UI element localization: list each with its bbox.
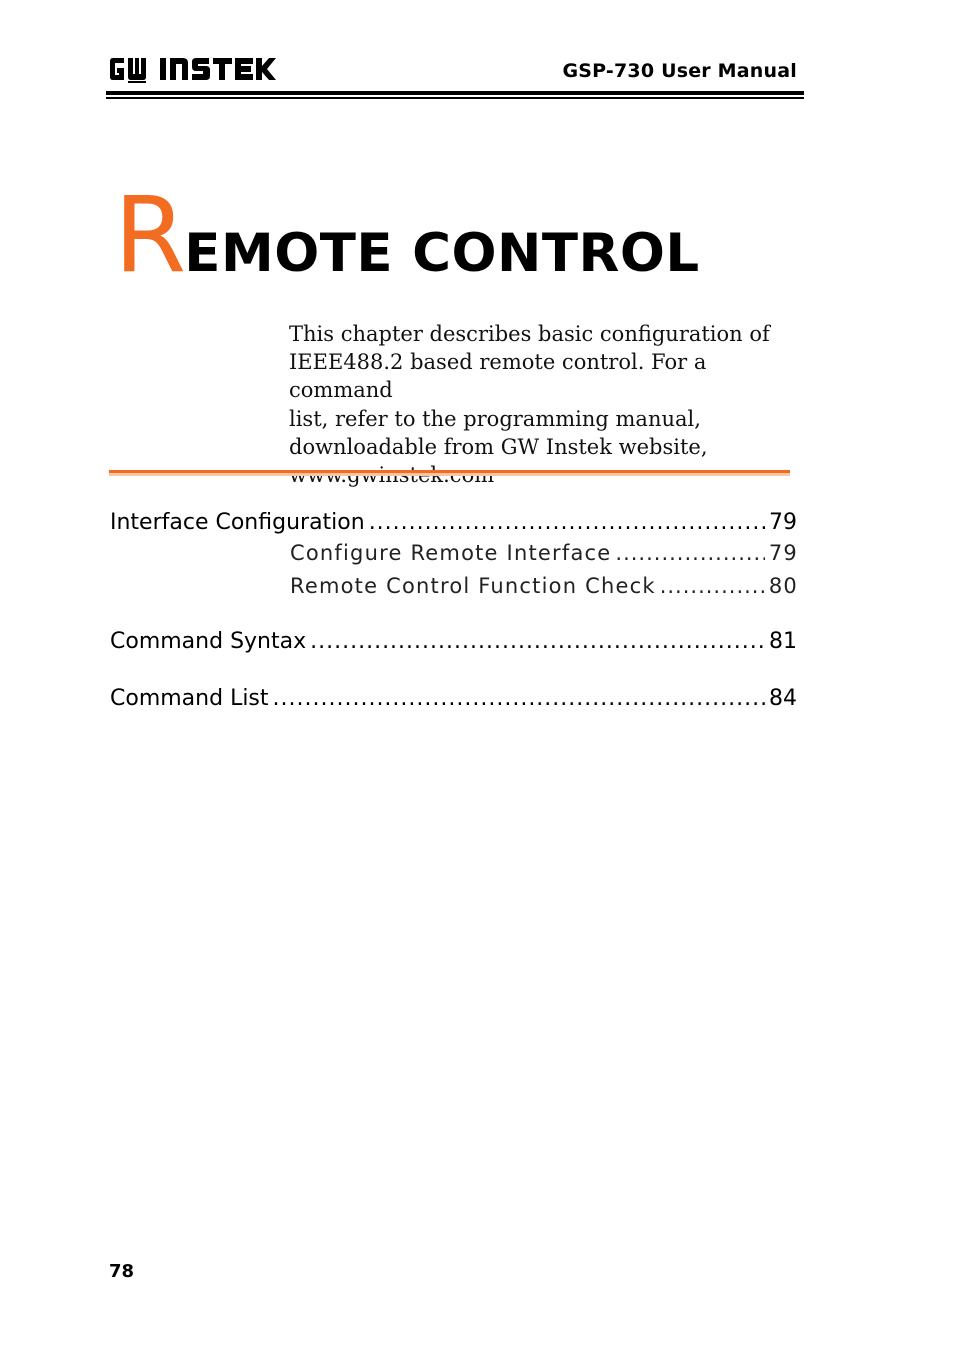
toc-entry-page: 81: [769, 629, 797, 654]
intro-line: IEEE488.2 based remote control. For a command: [289, 350, 707, 403]
toc-entry-label: Command List: [110, 686, 269, 711]
toc-entry-label: Command Syntax: [110, 629, 307, 654]
toc-leader-dots: [660, 574, 765, 598]
manual-title: GSP-730 User Manual: [562, 60, 797, 82]
toc-leader-dots: [615, 541, 764, 565]
gw-instek-logo: [108, 54, 278, 84]
chapter-title-rest: EMOTE CONTROL: [184, 223, 700, 284]
toc-entry-page: 79: [769, 510, 797, 535]
section-divider-shadow: [109, 473, 790, 476]
toc-entry-interface-configuration[interactable]: [110, 510, 797, 535]
toc-entry-configure-remote-interface[interactable]: [290, 541, 798, 565]
toc-leader-dots: [369, 510, 765, 535]
toc-entry-label: Remote Control Function Check: [290, 574, 656, 598]
toc-entry-label: Configure Remote Interface: [290, 541, 612, 565]
chapter-title-initial: R: [114, 174, 185, 296]
intro-line: This chapter describes basic configuration of: [289, 322, 770, 346]
header-rule-thin: [106, 97, 804, 99]
toc-entry-page: 84: [769, 686, 797, 711]
toc-entry-page: 79: [768, 541, 798, 565]
page-number: 78: [109, 1261, 135, 1282]
toc-entry-command-syntax[interactable]: [110, 629, 797, 654]
toc-entry-label: Interface Configuration: [110, 510, 365, 535]
chapter-title: [114, 174, 700, 296]
toc-entry-command-list[interactable]: [110, 686, 797, 711]
intro-line: downloadable from GW Instek website,: [289, 434, 708, 459]
toc-entry-page: 80: [768, 574, 798, 598]
header-rule-thick: [106, 91, 804, 95]
chapter-intro: [289, 320, 789, 489]
toc-leader-dots: [310, 629, 765, 654]
toc-entry-remote-control-function-check[interactable]: [290, 574, 798, 598]
toc-leader-dots: [273, 686, 765, 711]
intro-line: list, refer to the programming manual,: [289, 406, 701, 431]
